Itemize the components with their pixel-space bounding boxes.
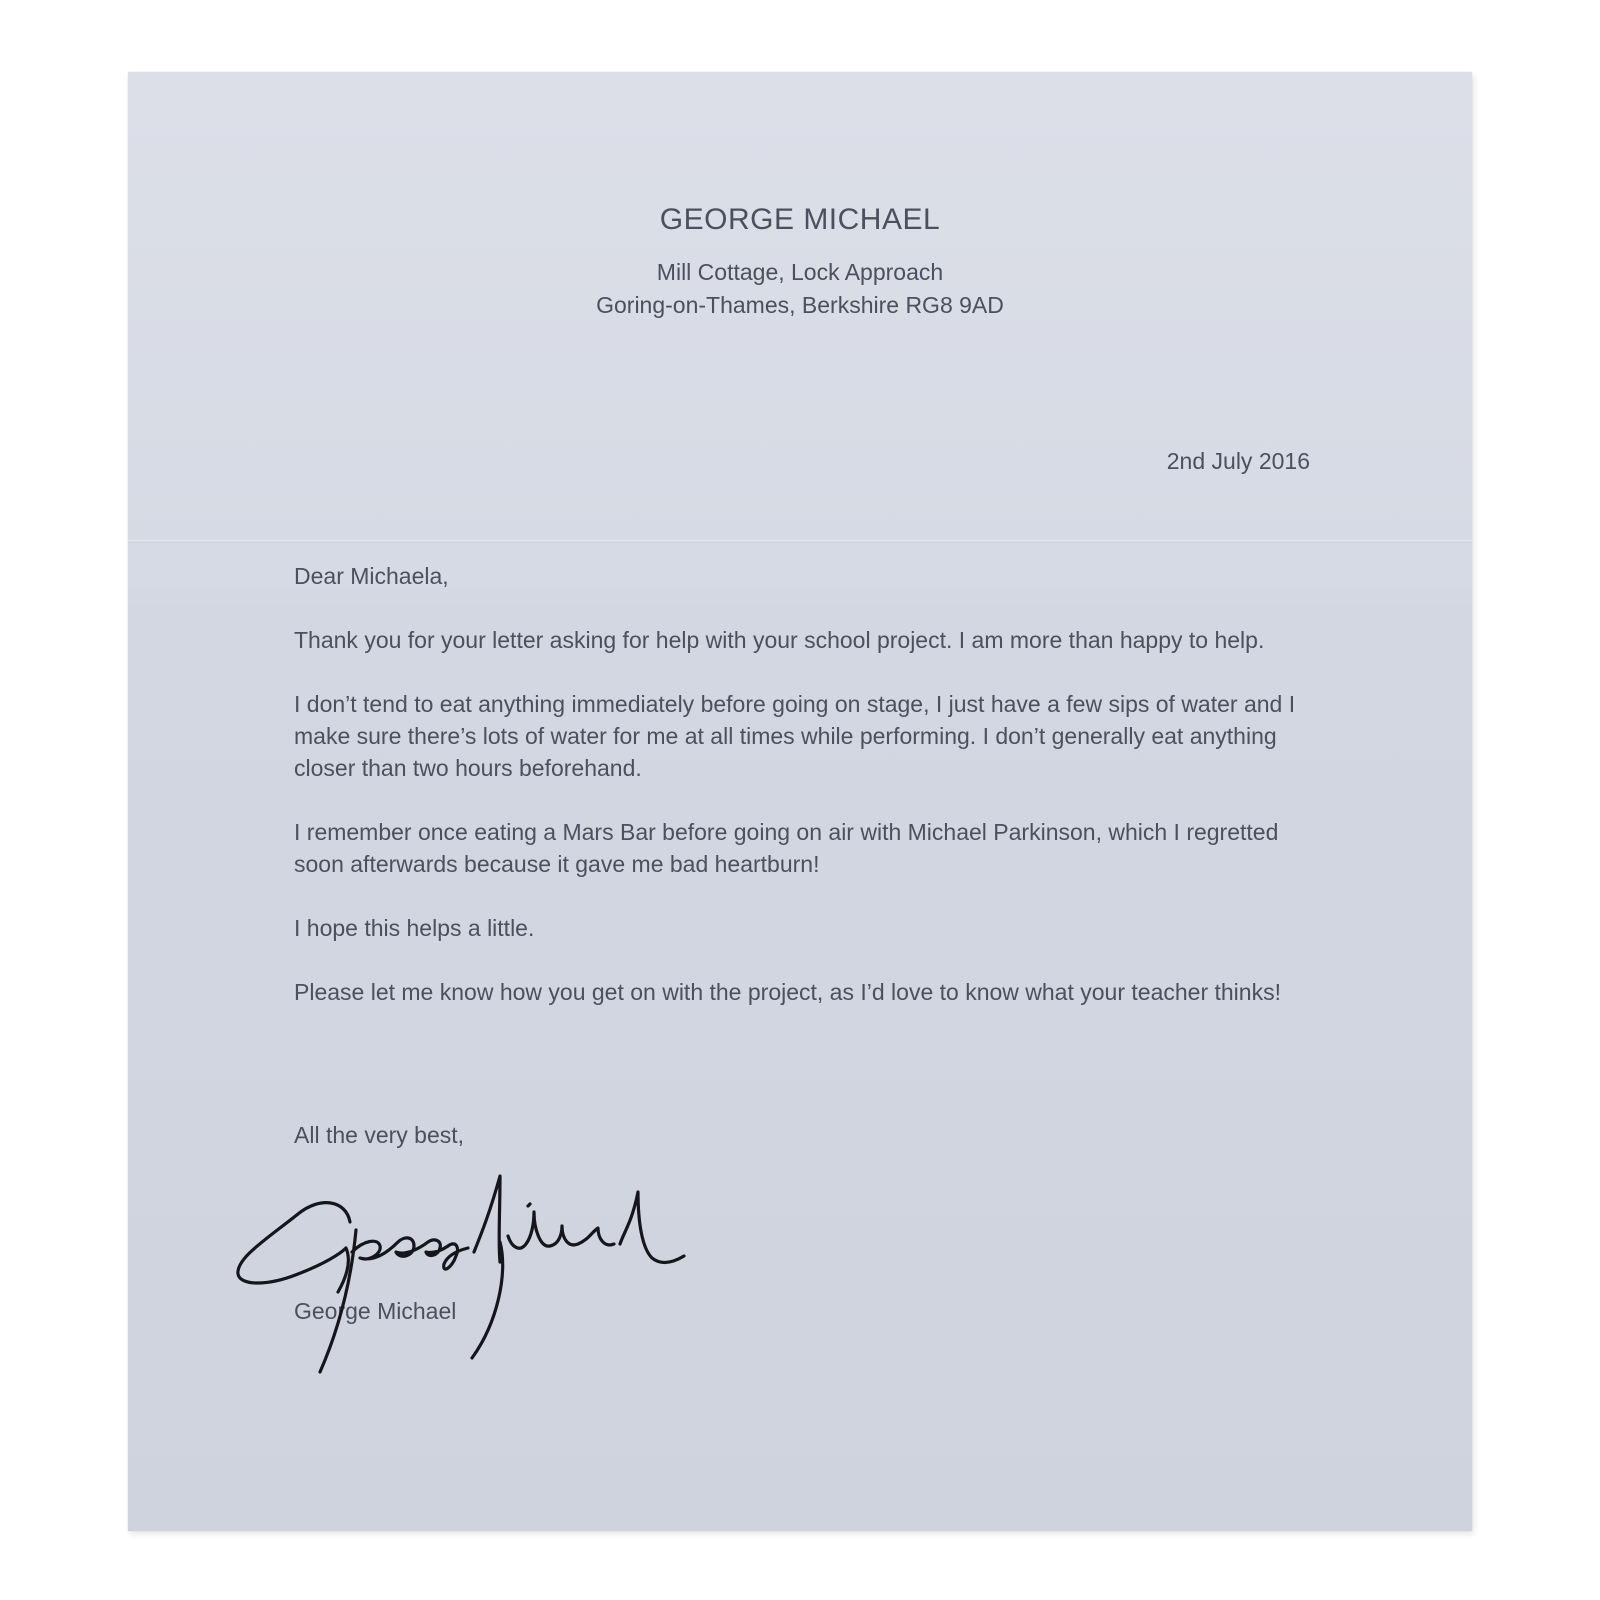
letter-body (294, 560, 1304, 1040)
letter-paper (128, 72, 1472, 1531)
letterhead (128, 202, 1472, 322)
closing: All the very best, (294, 1122, 465, 1148)
paper-fold-crease (128, 540, 1472, 543)
body-paragraph-5: Please let me know how you get on with the project, as I’d love to know what your teacher thinks! (294, 979, 1281, 1005)
letterhead-name: GEORGE MICHAEL (659, 203, 941, 236)
letter-date: 2nd July 2016 (1166, 448, 1310, 474)
handwritten-signature (228, 1152, 728, 1392)
salutation: Dear Michaela, (294, 563, 449, 589)
address-line-1: Mill Cottage, Lock Approach (656, 259, 944, 285)
typed-name: George Michael (294, 1298, 457, 1324)
body-paragraph-3: I remember once eating a Mars Bar before going on air with Michael Parkinson, which I regretted soon afterwards because it gave me bad heartburn! (294, 819, 1279, 877)
body-paragraph-2: I don’t tend to eat anything immediately before going on stage, I just have a few sips of water and I make sure there’s lots of water for me at all times while performing. I don’t generally eat anything closer than two hours beforehand. (294, 691, 1296, 781)
body-paragraph-1: Thank you for your letter asking for help with your school project. I am more than happy to help. (294, 627, 1265, 653)
address-line-2: Goring-on-Thames, Berkshire RG8 9AD (596, 292, 1004, 318)
body-paragraph-4: I hope this helps a little. (294, 915, 535, 941)
letterhead-address (128, 256, 1472, 322)
